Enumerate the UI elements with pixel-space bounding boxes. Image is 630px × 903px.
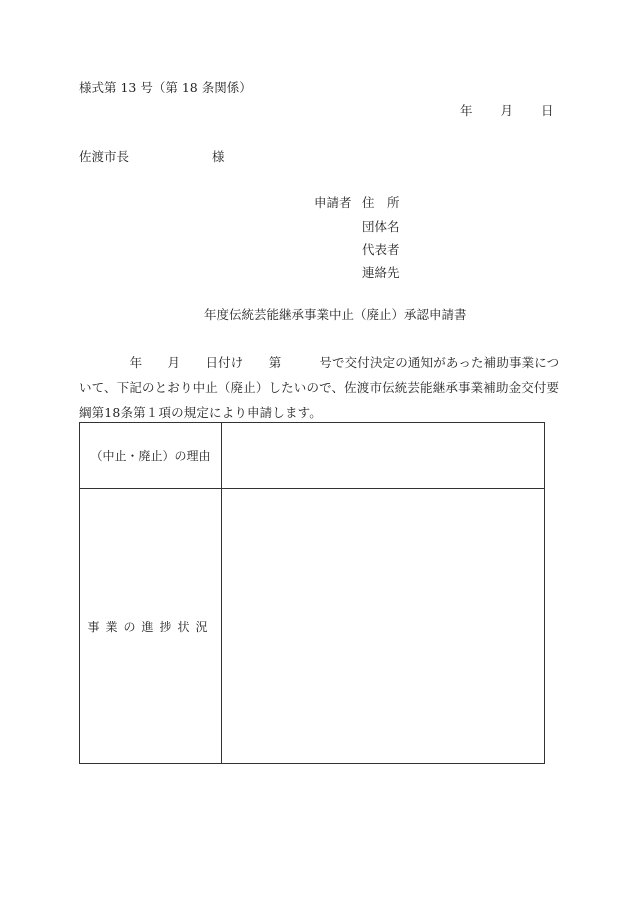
- progress-row: [80, 489, 545, 764]
- body-line-3: 綱第18条第１項の規定により申請します。: [79, 405, 322, 420]
- date-line: [460, 105, 554, 118]
- applicant-representative-label: 代表者: [362, 242, 400, 257]
- applicant-organization-label: 団体名: [362, 219, 400, 234]
- applicant-contact-label: 連絡先: [362, 265, 400, 280]
- reason-field[interactable]: [222, 423, 545, 489]
- progress-label: 事業の進捗状況: [80, 489, 222, 764]
- applicant-address-label: 住 所: [362, 195, 400, 210]
- applicant-label: 申請者: [314, 195, 352, 210]
- date-month: 月: [500, 103, 514, 118]
- document-title: 年度伝統芸能継承事業中止（廃止）承認申請書: [204, 307, 467, 322]
- date-day: 日: [541, 103, 554, 118]
- addressee-honorific: 様: [212, 149, 225, 164]
- reason-label: （中止・廃止）の理由: [80, 423, 222, 489]
- form-number: 様式第 13 号（第 18 条関係）: [79, 80, 252, 95]
- progress-field[interactable]: [222, 489, 545, 764]
- application-table: [79, 422, 545, 764]
- body-line-2: いて、下記のとおり中止（廃止）したいので、佐渡市伝統芸能継承事業補助金交付要: [79, 380, 560, 395]
- body-paragraph: [79, 350, 560, 425]
- body-line-1: 年 月 日付け 第 号で交付決定の通知があった補助事業につ: [79, 355, 560, 370]
- date-year: 年: [460, 103, 473, 118]
- reason-row: [80, 423, 545, 489]
- addressee-name: 佐渡市長: [79, 149, 130, 164]
